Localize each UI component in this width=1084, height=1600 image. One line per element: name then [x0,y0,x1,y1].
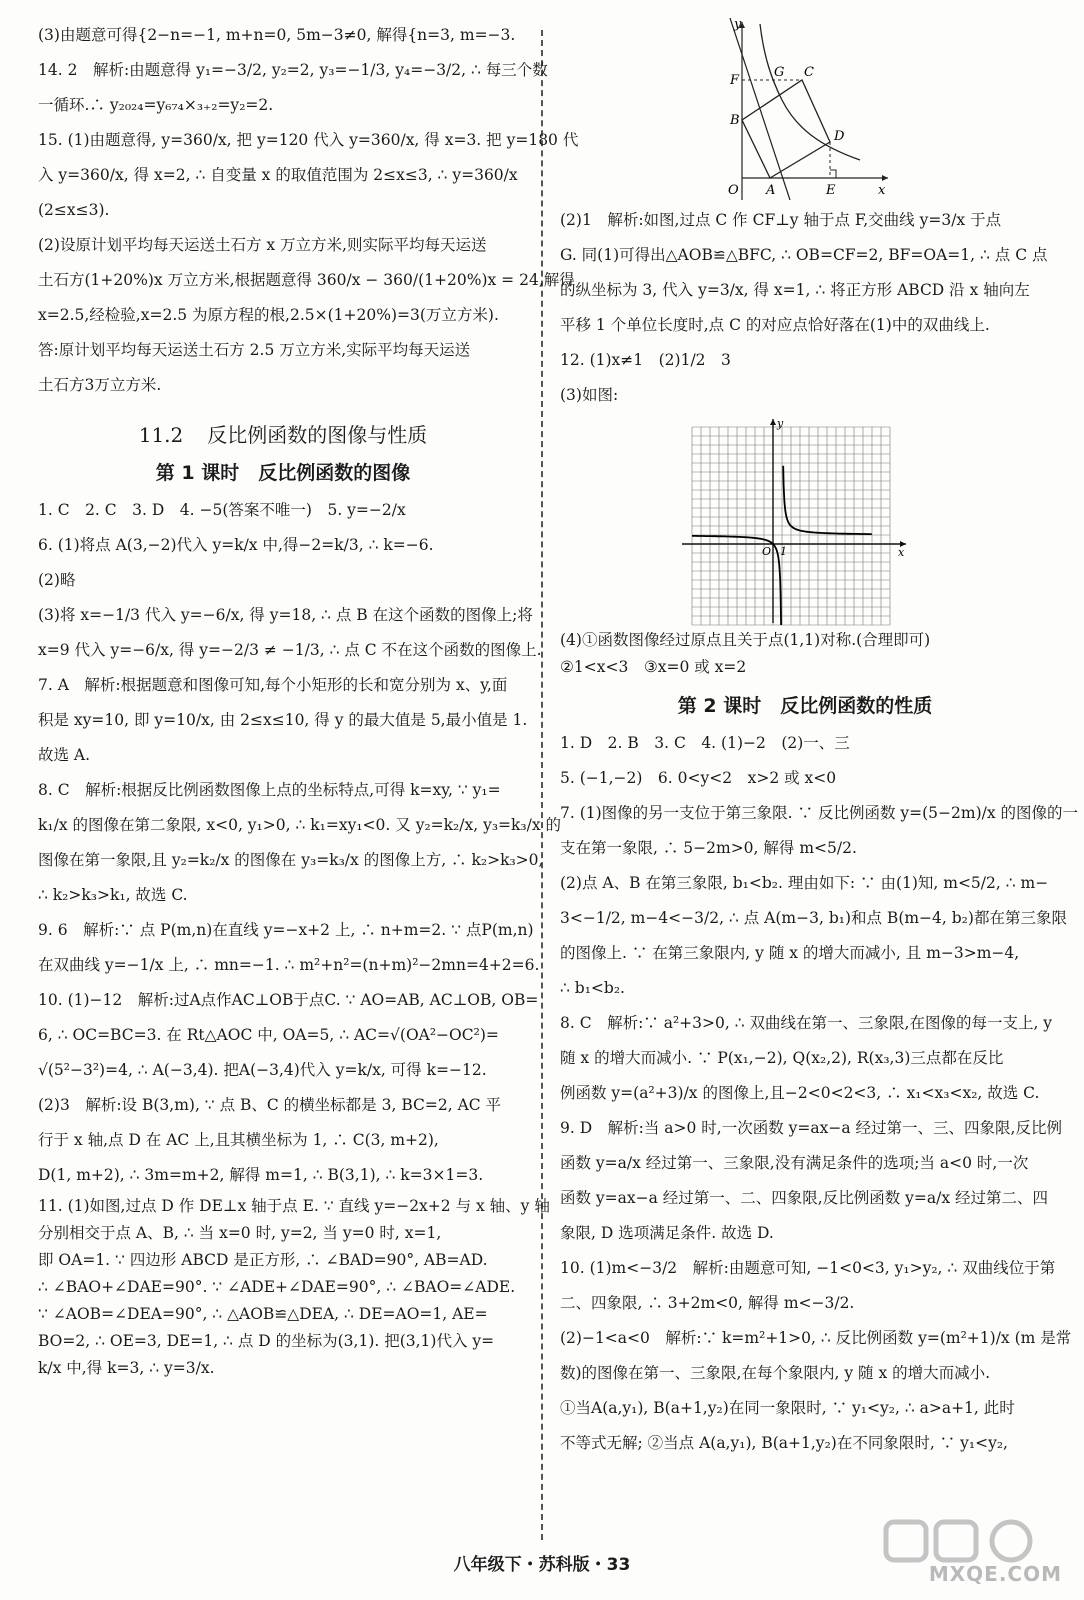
right-column [560,18,1079,1550]
answer-line: 1. D 2. B 3. C 4. (1)−2 (2)一、三 [560,734,850,752]
answer-line: 一循环.∴ y₂₀₂₄=y₆₇₄×₃₊₂=y₂=2. [38,96,274,114]
answer-line: BO=2, ∴ OE=3, DE=1, ∴ 点 D 的坐标为(3,1). 把(3,1)代入 y= [38,1332,495,1350]
page-footer: 八年级下・苏科版・33 [453,1555,631,1575]
column-divider [541,30,543,1540]
answer-line: 函数 y=ax−a 经过第一、二、四象限,反比例函数 y=a/x 经过第二、四 [560,1189,1049,1207]
answer-line: D(1, m+2), ∴ 3m=m+2, 解得 m=1, ∴ B(3,1), ∴ k=3×1=3. [38,1166,484,1184]
figure-2-svg [680,417,910,627]
watermark-text: MXQE.COM [928,1562,1062,1586]
answer-line: 象限, D 选项满足条件. 故选 D. [560,1224,774,1242]
answer-line: 的纵坐标为 3, 代入 y=3/x, 得 x=1, ∴ 将正方形 ABCD 沿 x 轴向左 [560,281,1030,299]
left-answers-block-3 [38,1193,550,1382]
answer-line: 随 x 的增大而减小. ∵ P(x₁,−2), Q(x₂,2), R(x₃,3)三点都在反比 [560,1049,1004,1067]
right-answers-block-3 [560,726,1079,1461]
answer-line: 的图像上. ∵ 在第三象限内, y 随 x 的增大而减小, 且 m−3>m−4, [560,944,1020,962]
right-answers-block-2 [560,627,1050,681]
answer-line: k/x 中,得 k=3, ∴ y=3/x. [38,1359,215,1377]
answer-line: ②1<x<3 ③x=0 或 x=2 [560,658,747,676]
answer-line: 12. (1)x≠1 (2)1/2 3 [560,351,731,369]
fig1-label: y [734,18,742,32]
answer-line: (2)点 A、B 在第三象限, b₁<b₂. 理由如下: ∵ 由(1)知, m<5/2, ∴ m− [560,874,1049,892]
answer-line: 8. C 解析:根据反比例函数图像上点的坐标特点,可得 k=xy, ∵ y₁= [38,781,501,799]
answer-line: 在双曲线 y=−1/x 上, ∴ mn=−1. ∴ m²+n²=(n+m)²−2mn=4+2=6. [38,956,540,974]
fig1-label: G [774,65,785,80]
answer-line: 例函数 y=(a²+3)/x 的图像上,且−2<0<2<3, ∴ x₁<x₃<x₂, 故选 C. [560,1084,1040,1102]
answer-line: 函数 y=a/x 经过第一、三象限,没有满足条件的选项;当 a<0 时,一次 [560,1154,1029,1172]
answer-line: 1. C 2. C 3. D 4. −5(答案不唯一) 5. y=−2/x [38,501,406,519]
left-column [38,18,579,1550]
right-angle-mark [830,170,836,178]
watermark-logo [876,1516,1066,1586]
answer-line: 10. (1)−12 解析:过A点作AC⊥OB于点C. ∵ AO=AB, AC⊥OB, OB= [38,991,539,1009]
answer-line: x=9 代入 y=−6/x, 得 y=−2/3 ≠ −1/3, ∴ 点 C 不在这个函数的图像上. [38,641,542,659]
answer-line: 5. (−1,−2) 6. 0<y<2 x>2 或 x<0 [560,769,837,787]
grid-label: x [898,546,905,559]
answer-line: ①当A(a,y₁), B(a+1,y₂)在同一象限时, ∵ y₁<y₂, ∴ a>a+1, 此时 [560,1399,1015,1417]
lesson-1-title: 第 1 课时 反比例函数的图像 [155,462,411,484]
answer-line: 9. D 解析:当 a>0 时,一次函数 y=ax−a 经过第一、三、四象限,反比例 [560,1119,1062,1137]
answer-line: 10. (1)m<−3/2 解析:由题意可知, −1<0<3, y₁>y₂, ∴ 双曲线位于第 [560,1259,1056,1277]
grid-label: y [777,417,784,430]
answer-line: 6. (1)将点 A(3,−2)代入 y=k/x 中,得−2=k/3, ∴ k=−6. [38,536,434,554]
fig1-label: O [728,183,739,198]
answer-line: (4)①函数图像经过原点且关于点(1,1)对称.(合理即可) [560,631,931,649]
fig1-label: A [766,183,776,198]
grid-graph-figure [680,417,1050,627]
fig1-label: B [730,113,740,128]
answer-line: ∴ ∠BAO+∠DAE=90°. ∵ ∠ADE+∠DAE=90°, ∴ ∠BAO=∠ADE. [38,1278,516,1296]
answer-line: (2)设原计划平均每天运送土石方 x 万立方米,则实际平均每天运送 [38,236,487,254]
answer-line: 土石方(1+20%)x 万立方米,根据题意得 360/x − 360/(1+20%)x = 24,解得 [38,271,575,289]
answer-line: 9. 6 解析:∵ 点 P(m,n)在直线 y=−x+2 上, ∴ n+m=2. ∵ 点P(m,n) [38,921,534,939]
grid-y-arrow [770,419,776,425]
lesson-2-title: 第 2 课时 反比例函数的性质 [677,695,933,717]
answer-line: (3)将 x=−1/3 代入 y=−6/x, 得 y=18, ∴ 点 B 在这个函数的图像上;将 [38,606,533,624]
answer-line: (3)由题意可得{2−n=−1, m+n=0, 5m−3≠0, 解得{n=3, m=−3. [38,26,516,44]
answer-line: 7. (1)图像的另一支位于第三象限. ∵ 反比例函数 y=(5−2m)/x 的图像的一 [560,804,1079,822]
answer-line: (2)略 [38,571,76,589]
answer-line: 平移 1 个单位长度时,点 C 的对应点恰好落在(1)中的双曲线上. [560,316,990,334]
answer-line: (2)3 解析:设 B(3,m), ∵ 点 B、C 的横坐标都是 3, BC=2, AC 平 [38,1096,502,1114]
fig1-label: C [804,65,814,80]
answer-line: 二、四象限, ∴ 3+2m<0, 解得 m<−3/2. [560,1294,855,1312]
answer-line: (2)−1<a<0 解析:∵ k=m²+1>0, ∴ 反比例函数 y=(m²+1)/x (m 是常 [560,1329,1072,1347]
answer-line: k₁/x 的图像在第二象限, x<0, y₁>0, ∴ k₁=xy₁<0. 又 y₂=k₂/x, y₃=k₃/x 的 [38,816,562,834]
fig1-label: x [878,183,886,198]
answer-line: 支在第一象限, ∴ 5−2m>0, 解得 m<5/2. [560,839,857,857]
answer-line: 不等式无解; ②当点 A(a,y₁), B(a+1,y₂)在不同象限时, ∵ y₁<y₂, [560,1434,1008,1452]
answer-line: 积是 xy=10, 即 y=10/x, 由 2≤x≤10, 得 y 的最大值是 5,最小值是 1. [38,711,528,729]
fig1-label: F [730,73,740,88]
x-axis-arrow [882,175,888,181]
line-ab [730,18,790,200]
answer-line: 14. 2 解析:由题意得 y₁=−3/2, y₂=2, y₃=−1/3, y₄=−3/2, ∴ 每三个数 [38,61,548,79]
answer-line: 8. C 解析:∵ a²+3>0, ∴ 双曲线在第一、三象限,在图像的每一支上, y [560,1014,1053,1032]
answer-line: (2)1 解析:如图,过点 C 作 CF⊥y 轴于点 F,交曲线 y=3/x 于点 [560,211,1002,229]
left-answers-block-1 [38,18,579,403]
section-title: 反比例函数的图像与性质 [207,423,428,447]
grid-label: O [762,545,772,558]
fig1-label: E [826,183,836,198]
answer-line: ∴ k₂>k₃>k₁, 故选 C. [38,886,188,904]
hyperbola-branch-right [783,466,872,534]
answer-line: (2≤x≤3). [38,201,110,219]
grid-label: 1 [780,545,787,558]
fig1-label: D [834,129,845,144]
answer-line: ∵ ∠AOB=∠DEA=90°, ∴ △AOB≌△DEA, ∴ DE=AO=1, AE= [38,1305,488,1323]
answer-line: (3)如图: [560,386,619,404]
answer-line: 7. A 解析:根据题意和图像可知,每个小矩形的长和宽分别为 x、y,面 [38,676,508,694]
answer-line: 土石方3万立方米. [38,376,162,394]
square-hyperbola-figure [710,18,1050,203]
section-heading [38,419,528,448]
answer-line: 数)的图像在第一、三象限,在每个象限内, y 随 x 的增大而减小. [560,1364,991,1382]
right-answers-block-1 [560,203,1050,413]
watermark-icon [876,1516,1066,1566]
answer-line: x=2.5,经检验,x=2.5 为原方程的根,2.5×(1+20%)=3(万立方米). [38,306,499,324]
left-answers-block-2 [38,493,562,1193]
answer-line: 11. (1)如图,过点 D 作 DE⊥x 轴于点 E. ∵ 直线 y=−2x+2 与 x 轴、y 轴 [38,1197,550,1215]
answer-line: 答:原计划平均每天运送土石方 2.5 万立方米,实际平均每天运送 [38,341,471,359]
answer-line: ∴ b₁<b₂. [560,979,625,997]
answer-line: G. 同(1)可得出△AOB≌△BFC, ∴ OB=CF=2, BF=OA=1, ∴ 点 C 点 [560,246,1048,264]
section-number: 11.2 [138,423,184,447]
figure-1-svg [710,18,890,203]
hyperbola-curve [760,24,860,160]
answer-line: 图像在第一象限,且 y₂=k₂/x 的图像在 y₃=k₃/x 的图像上方, ∴ k₂>k₃>0, [38,851,544,869]
answer-line: 入 y=360/x, 得 x=2, ∴ 自变量 x 的取值范围为 2≤x≤3, ∴ y=360/x [38,166,518,184]
answer-line: 3<−1/2, m−4<−3/2, ∴ 点 A(m−3, b₁)和点 B(m−4, b₂)都在第三象限 [560,909,1067,927]
answer-line: 6, ∴ OC=BC=3. 在 Rt△AOC 中, OA=5, ∴ AC=√(OA²−OC²)= [38,1026,499,1044]
answer-line: 行于 x 轴,点 D 在 AC 上,且其横坐标为 1, ∴ C(3, m+2), [38,1131,439,1149]
answer-line: 15. (1)由题意得, y=360/x, 把 y=120 代入 y=360/x, 得 x=3. 把 y=180 代 [38,131,579,149]
answer-line: 即 OA=1. ∵ 四边形 ABCD 是正方形, ∴ ∠BAD=90°, AB=AD. [38,1251,488,1269]
answer-line: √(5²−3²)=4, ∴ A(−3,4). 把A(−3,4)代入 y=k/x, 可得 k=−12. [38,1061,487,1079]
answer-line: 故选 A. [38,746,91,764]
answer-line: 分别相交于点 A、B, ∴ 当 x=0 时, y=2, 当 y=0 时, x=1, [38,1224,442,1242]
